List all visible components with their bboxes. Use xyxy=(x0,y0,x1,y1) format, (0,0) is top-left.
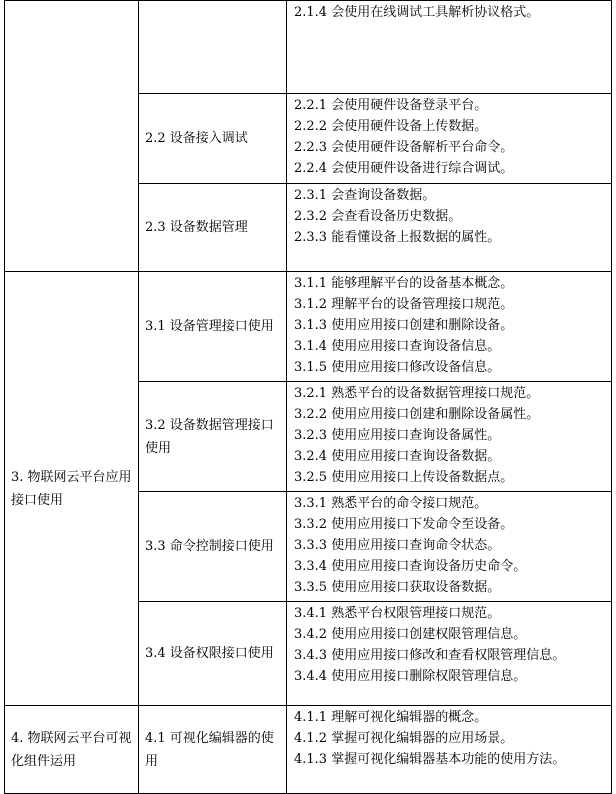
items-cell xyxy=(287,1,612,94)
table-row xyxy=(5,1,612,94)
list-item: 2.2.2 会使用硬件设备上传数据。 xyxy=(294,119,488,134)
list-item: 3.1.1 能够理解平台的设备基本概念。 xyxy=(294,276,514,291)
subsection-cell-empty xyxy=(139,1,287,94)
list-item: 3.2.5 使用应用接口上传设备数据点。 xyxy=(294,470,514,485)
list-item: 3.3.1 熟悉平台的命令接口规范。 xyxy=(294,496,488,511)
subsection-cell: 3.2 设备数据管理接口使用 xyxy=(139,382,287,492)
list-item: 3.2.3 使用应用接口查询设备属性。 xyxy=(294,428,501,443)
list-item: 3.4.3 使用应用接口修改和查看权限管理信息。 xyxy=(294,648,566,663)
items-cell xyxy=(287,184,612,272)
items-cell xyxy=(287,382,612,492)
list-item: 3.3.2 使用应用接口下发命令至设备。 xyxy=(294,517,514,532)
list-item: 3.2.2 使用应用接口创建和删除设备属性。 xyxy=(294,407,540,422)
list-item: 3.4.1 熟悉平台权限管理接口规范。 xyxy=(294,606,501,621)
list-item: 3.4.2 使用应用接口创建权限管理信息。 xyxy=(294,627,527,642)
list-item: 3.4.4 使用应用接口删除权限管理信息。 xyxy=(294,669,527,684)
items-cell xyxy=(287,492,612,602)
list-item: 3.2.4 使用应用接口查询设备数据。 xyxy=(294,449,501,464)
list-item: 2.3.2 会查看设备历史数据。 xyxy=(294,209,462,224)
section-cell: 4. 物联网云平台可视化组件运用 xyxy=(5,706,139,794)
list-item: 3.1.3 使用应用接口创建和删除设备。 xyxy=(294,318,514,333)
list-item: 3.1.5 使用应用接口修改设备信息。 xyxy=(294,360,501,375)
list-item: 3.1.2 理解平台的设备管理接口规范。 xyxy=(294,297,514,312)
section-cell: 3. 物联网云平台应用接口使用 xyxy=(5,272,139,706)
table-row xyxy=(5,706,612,794)
list-item: 3.3.5 使用应用接口获取设备数据。 xyxy=(294,580,501,595)
list-item: 3.3.3 使用应用接口查询命令状态。 xyxy=(294,538,501,553)
list-item: 3.1.4 使用应用接口查询设备信息。 xyxy=(294,339,501,354)
list-item: 2.1.4 会使用在线调试工具解析协议格式。 xyxy=(294,5,540,20)
subsection-cell: 3.3 命令控制接口使用 xyxy=(139,492,287,602)
subsection-cell: 3.4 设备权限接口使用 xyxy=(139,602,287,706)
items-cell xyxy=(287,272,612,382)
items-cell xyxy=(287,706,612,794)
skills-table xyxy=(4,0,612,794)
list-item: 3.2.1 熟悉平台的设备数据管理接口规范。 xyxy=(294,386,540,401)
list-item: 2.3.3 能看懂设备上报数据的属性。 xyxy=(294,230,501,245)
list-item: 2.2.1 会使用硬件设备登录平台。 xyxy=(294,98,488,113)
list-item: 2.2.4 会使用硬件设备进行综合调试。 xyxy=(294,161,514,176)
subsection-cell: 3.1 设备管理接口使用 xyxy=(139,272,287,382)
list-item: 4.1.1 理解可视化编辑器的概念。 xyxy=(294,710,488,725)
items-cell xyxy=(287,602,612,706)
section-cell-2-continued xyxy=(5,1,139,272)
subsection-cell: 4.1 可视化编辑器的使用 xyxy=(139,706,287,794)
list-item: 3.3.4 使用应用接口查询设备历史命令。 xyxy=(294,559,527,574)
list-item: 4.1.2 掌握可视化编辑器的应用场景。 xyxy=(294,731,514,746)
table-row xyxy=(5,272,612,382)
items-cell xyxy=(287,94,612,184)
list-item: 2.3.1 会查询设备数据。 xyxy=(294,188,436,203)
list-item: 2.2.3 会使用硬件设备解析平台命令。 xyxy=(294,140,514,155)
subsection-cell: 2.3 设备数据管理 xyxy=(139,184,287,272)
list-item: 4.1.3 掌握可视化编辑器基本功能的使用方法。 xyxy=(294,752,566,767)
subsection-cell: 2.2 设备接入调试 xyxy=(139,94,287,184)
